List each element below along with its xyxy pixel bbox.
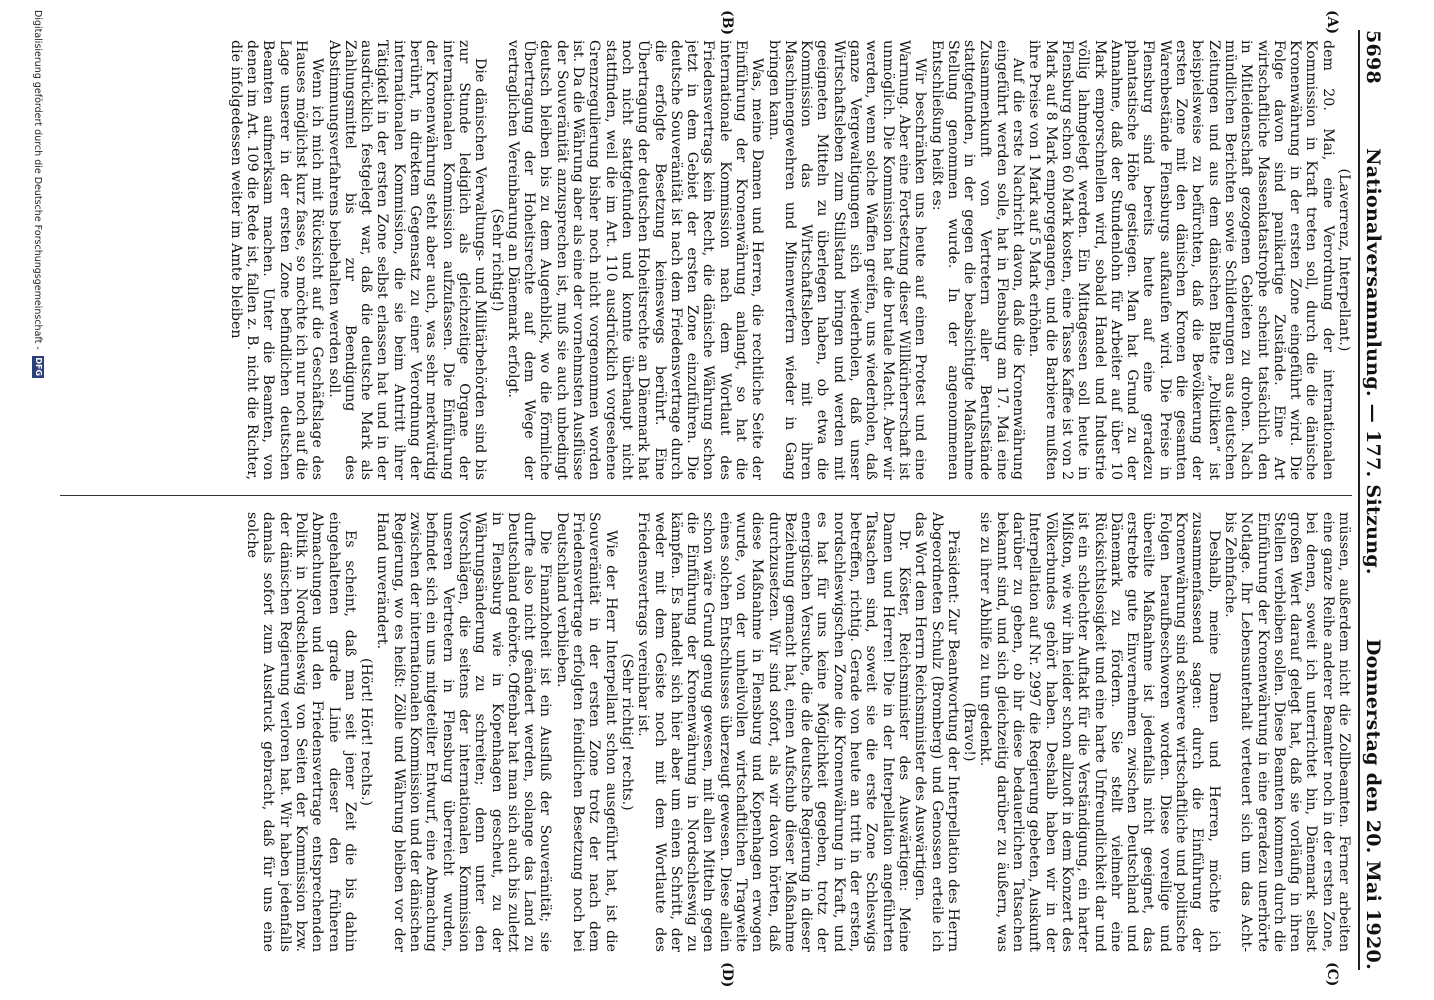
paragraph: Auf die erste Nachricht davon, daß die Kronenwährung eingeführt werden solle, hat in Flensburg am 17. Mai eine Zusammenkunft von Vertretern aller Berufsstände stattgefunden, in der gegen die beabsichtigte Maßnahme Stellung genommen wurde. In der angenommenen Entschließung heißt es: [928,40,1027,480]
interjection: (Bravo!) [961,702,978,762]
right-column [60,512,1352,952]
left-column [60,40,1352,480]
session-title: Nationalversammlung. — 177. Sitzung. [1362,148,1384,575]
paragraph: müssen, außerdem nicht die Zollbeamten. Ferner arbeiten eine ganze Reihe anderer Beamter noch in der ersten Zone, bei denen, soweit ich unterrichtet bin, Dänemark selbst großen Wert darauf gelegt hat, daß sie vorläufig in ihren Stellen verbleiben sollen. Diese Beamten kommen durch die Einführung der Kronenwährung in eine geradezu unerhörte Notlage. Ihr Lebensunterhalt verteuert sich um das Acht- bis Zehnfache. [1221,512,1352,952]
margin-marker-d: (D) [719,962,735,988]
paragraph: Wie der Herr Interpellant schon ausgeführt hat, ist die Souveränität in der ersten Zone trotz der nach dem Friedensvertrage erfolgten feindlichen Besetzung noch bei Deutschland verblieben. [553,512,619,952]
dfg-logo: DFG [34,357,43,377]
president-statement: Präsident: Zur Beantwortung der Interpellation des Herrn Abgeordneten Schulz (Bromberg) und Genossen erteile ich das Wort dem Herrn Reichsminister des Auswärtigen. [912,512,961,952]
paragraph: Was, meine Damen und Herren, die rechtliche Seite der Einführung der Kronenwährung anlangt, so hat die internationale Kommission nach dem Wortlaut des Friedensvertrags kein Recht, die dänische Währung schon jetzt in dem Gebiet der ersten Zone einzuführen. Die deutsche Souveränität ist nach dem Friedensvertrage durch die erfolgte Besetzung keineswegs berührt. Eine Übertragung der deutschen Hoheitsrechte an Dänemark hat noch nicht stattgefunden und konnte überhaupt nicht stattfinden, weil die im Art. 110 ausdrücklich vorgesehene Grenzregulierung bisher noch nicht vorgenommen worden ist. Da die Währung aber als eine der vornehmsten Ausflüsse der Souveränität anzusprechen ist, muß sie auch unbedingt deutsch bleiben bis zu dem Augenblick, wo die förmliche Übertragung der Hoheitsrechte auf dem Wege der vertraglichen Vereinbarung an Dänemark erfolgt. [504,40,766,480]
interjection: (Hört! Hört! rechts.) [358,657,375,807]
paragraph: Es scheint, daß man seit jener Zeit die bis dahin eingehaltenen grade Linie dieser den früheren Abmachungen und den Friedensvertrage entsprechenden Politik in Nordschleswig von Seiten der Kommission bzw. der dänischen Regierung verloren hat. Wir haben jedenfalls damals sofort zum Ausdruck gebracht, daß für uns eine solche [244,512,358,952]
page-header [1358,30,1386,970]
page-number: 5698 [1362,30,1384,85]
paragraph: Deshalb, meine Damen und Herren, möchte ich zusammenfassend sagen: durch die Einführung der Kronenwährung sind schwere wirtschaftliche und politische Folgen heraufbeschworen worden. Diese voreilige und übereilte Maßnahme ist jedenfalls nicht geeignet, das erstrebte gute Einvernehmen zwischen Deutschland und Dänemark zu fördern. Sie stellt vielmehr eine Rücksichtslosigkeit und eine harte Unfreundlichkeit dar und ist ein schlechter Auftakt für die Verständigung, ein harter Mißton, wie wir ihn leider schon allzuoft in dem Konzert des Völkerbundes gehört haben. Deshalb haben wir in der Interpellation auf Nr. 2997 die Regierung gebeten, Auskunft darüber zu geben, ob ihr diese bedauerlichen Tatsachen bekannt sind, und sich gleichzeitig darüber zu äußern, was sie zu ihrer Abhilfe zu tun gedenkt. [977,512,1222,952]
paragraph: dem 20. Mai, eine Verordnung der internationalen Kommission in Kraft treten soll, durch die die dänische Kronenwährung in der ersten Zone eingeführt wird. Die Folge davon sind panikartige Zustände. Eine Art wirtschaftliche Massenkatastrophe scheint tatsächlich den in Mitleidenschaft gezogenen Gebieten zu drohen. Nach mündlichen Berichten sowie Schilderungen aus deutschen Zeitungen und aus dem dänischen Blatte „Politiken“ ist beispielsweise zu befürchten, daß die Bevölkerung der ersten Zone mit den dänischen Kronen die gesamten Warenbestände Flensburgs aufkaufen wird. Die Preise in Flensburg sind bereits heute auf eine geradezu phantastische Höhe gestiegen. Man hat Grund zu der Annahme, daß der Stundenlohn für Arbeiter auf über 10 Mark emporschnellen wird, sobald Handel und Industrie völlig lahmgelegt werden. Ein Mittagessen soll heute in Flensburg schon 60 Mark kosten, eine Tasse Kaffee ist von 2 Mark auf 8 Mark emporgegangen, und die Barbiere mußten ihre Preise von 1 Mark auf 5 Mark erhöhen. [1026,40,1336,480]
interjection: (Sehr richtig!) [488,208,505,312]
paragraph: Die Finanzhoheit ist ein Ausfluß der Souveränität; sie durfte also nicht geändert werden, solange das Land zu Deutschland gehörte. Offenbar hat man sich auch bis zuletzt in Flensburg wie in Kopenhagen gescheut, zu der Währungsänderung zu schreiten; denn unter den Vorschlägen, die seitens der internationalen Kommission unseren Vertretern in Flensburg überreicht wurden, befindet sich ein uns mitgeteilter Entwurf, eine Abmachung zwischen der internationalen Kommission und der dänischen Regierung, wo es heißt: Zölle und Währung bleiben vor der Hand unverändert. [374,512,554,952]
paragraph: Die dänischen Verwaltungs- und Militärbehörden sind bis zur Stunde lediglich als gleichzeitige Organe der internationalen Kommission aufzufassen. Die Einführung der Kronenwährung steht aber auch, was sehr merkwürdig berührt, in direktem Gegensatz zu einer Verordnung der internationalen Kommission, die sie beim Antritt ihrer Tätigkeit in der ersten Zone selbst erlassen hat und in der ausdrücklich festgelegt war, daß die deutsche Mark als Zahlungsmittel bis zur Beendigung des Abstimmungsverfahrens beibehalten werden soll. [325,40,489,480]
speaker-attribution: (Laverrenz, Interpellant.) [1336,168,1352,352]
digitization-credit [30,0,46,1000]
margin-marker-c: (C) [1324,962,1340,987]
interjection: (Sehr richtig! rechts.) [618,653,635,811]
margin-marker-b: (B) [719,10,735,36]
paragraph: Wenn ich mich mit Rücksicht auf die Geschäftslage des Hauses möglichst kurz fasse, so möchte ich nur noch auf die Lage unserer in der ersten Zone befindlichen deutschen Beamten aufmerksam machen. Unter die Beamten, von denen im Art. 109 die Rede ist, fallen z. B. nicht die Richter, die infolgedessen weiter im Amte bleiben [227,40,326,480]
session-date: Donnerstag den 20. Mai 1920. [1362,638,1384,970]
document-page [20,0,1400,1000]
minister-statement: Dr. Köster, Reichsminister des Auswärtigen: Meine Damen und Herren! Die in der Interpellation angeführten Tatsachen sind, soweit sie die erste Zone Schleswigs betreffen, richtig. Gerade von heute an tritt in der ersten, nordschleswigschen Zone die Kronenwährung in Kraft, und es hat für uns keine Möglichkeit gegeben, trotz der energischen Versuche, die die deutsche Regierung in dieser Beziehung gemacht hat, einen Aufschub dieser Maßnahme durchzusetzen. Wir sind sofort, als wir davon hörten, daß diese Maßnahme in Flensburg und Kopenhagen erwogen wurde, von der unheilvollen wirtschaftlichen Tragweite eines solchen Entschlusses überzeugt gewesen. Diese allein schon wäre Grund genug gewesen, mit allen Mitteln gegen die Einführung der Kronenwährung in Nordschleswig zu kämpfen. Es handelt sich hier aber um einen Schritt, der weder mit dem Geiste noch mit dem Wortlaute des Friedensvertrags vereinbar ist. [635,512,912,952]
margin-marker-a: (A) [1324,10,1340,35]
column-divider [60,495,1352,496]
credit-text: Digitalisierung gefördert durch die Deutsche Forschungsgemeinschaft - [32,10,44,350]
quotation: Wir beschränken uns heute auf einen Protest und eine Warnung. Aber eine Fortsetzung dieser Willkürherrschaft ist unmöglich. Die Kommission hat die brutale Macht. Aber wir werden, wenn solche Waffen greifen, uns wiederholen, daß ganze Vergewaltigungen sich wiederholen, daß unser Wirtschaftsleben zum Stillstand bringen und werden mit geeigneten Mitteln zu überlegen haben, ob etwa die Kommission das Wirtschaftsleben mit ihren Maschinengewehren und Minenwerfern wieder in Gang bringen kann. [765,40,929,480]
